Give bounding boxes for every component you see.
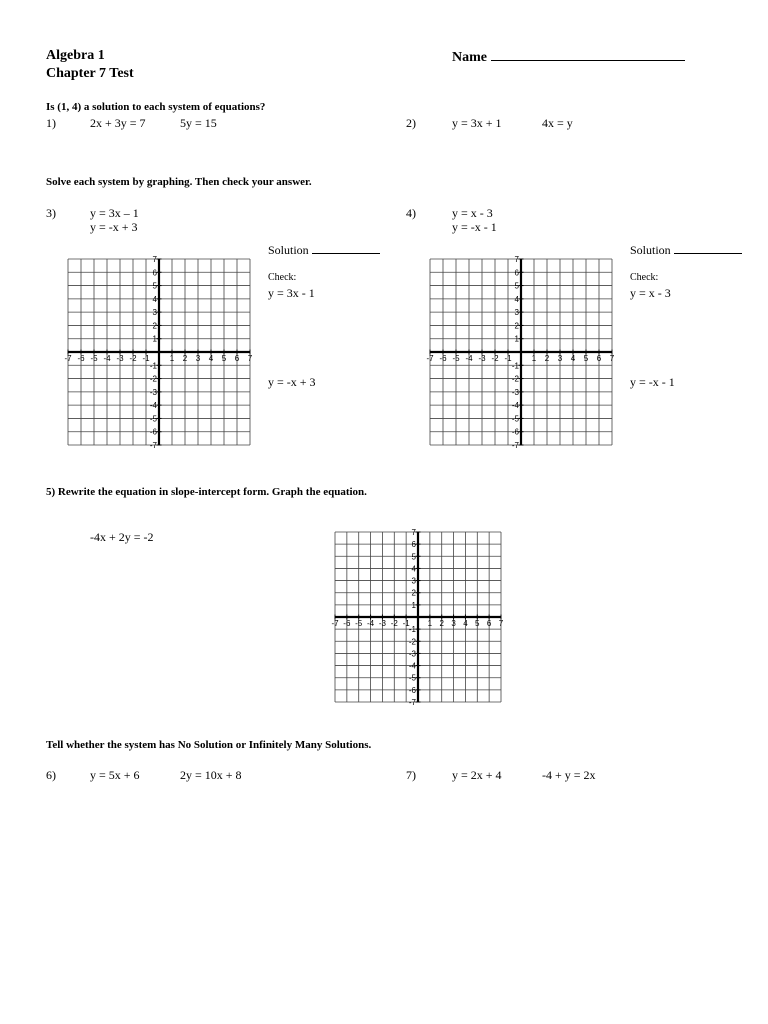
x-tick-label: 3 — [195, 354, 201, 363]
x-tick-label: -3 — [378, 619, 386, 628]
y-tick-label: 5 — [411, 552, 416, 562]
y-tick-label: 3 — [411, 576, 416, 586]
y-tick-label: 2 — [411, 588, 416, 598]
x-tick-label: 6 — [596, 354, 602, 363]
section1-instruction: Is (1, 4) a solution to each system of equations? — [46, 101, 266, 113]
y-tick-label: 6 — [514, 268, 519, 278]
x-tick-label: -6 — [439, 354, 447, 363]
x-tick-label: -1 — [142, 354, 150, 363]
solution-label: Solution — [268, 243, 309, 257]
x-tick-label: 6 — [486, 619, 492, 628]
y-tick-label: -3 — [511, 387, 519, 397]
y-tick-label: -7 — [408, 698, 416, 707]
problem-3-check-label: Check: — [268, 272, 297, 283]
problem-3-check2: y = -x + 3 — [268, 375, 316, 389]
x-tick-label: 2 — [439, 619, 444, 628]
y-tick-label: -3 — [149, 387, 157, 397]
problem-2-eq1: y = 3x + 1 — [452, 116, 502, 130]
x-tick-label: 7 — [247, 354, 253, 363]
y-tick-label: 1 — [411, 600, 416, 610]
problem-2-eq2: 4x = y — [542, 116, 573, 130]
problem-1-number: 1) — [46, 116, 56, 130]
problem-5-equation: -4x + 2y = -2 — [90, 530, 154, 544]
x-tick-label: -6 — [343, 619, 351, 628]
x-tick-label: -3 — [478, 354, 486, 363]
section3-instruction: 5) Rewrite the equation in slope-intercept form. Graph the equation. — [46, 486, 367, 498]
problem-3-number: 3) — [46, 206, 56, 220]
x-tick-label: -2 — [491, 354, 499, 363]
y-tick-label: 3 — [152, 308, 157, 318]
y-tick-label: 6 — [411, 540, 416, 550]
x-tick-label: -5 — [452, 354, 460, 363]
problem-3-eq1: y = 3x – 1 — [90, 206, 139, 220]
problem-4-number: 4) — [406, 206, 416, 220]
y-tick-label: -5 — [149, 414, 157, 424]
y-tick-label: -4 — [511, 401, 519, 411]
problem-3-eq2: y = -x + 3 — [90, 220, 138, 234]
course-title: Algebra 1 — [46, 48, 105, 63]
y-tick-label: -5 — [511, 414, 519, 424]
problem-6-number: 6) — [46, 768, 56, 782]
problem-6-eq2: 2y = 10x + 8 — [180, 768, 242, 782]
x-tick-label: 4 — [208, 354, 214, 363]
x-tick-label: -2 — [390, 619, 398, 628]
x-tick-label: -7 — [426, 354, 434, 363]
x-tick-label: 4 — [463, 619, 468, 628]
y-tick-label: -3 — [408, 649, 416, 659]
problem-7-eq1: y = 2x + 4 — [452, 768, 502, 782]
x-tick-label: -5 — [355, 619, 363, 628]
problem-4-check2: y = -x - 1 — [630, 375, 675, 389]
x-tick-label: -6 — [77, 354, 85, 363]
x-tick-label: 3 — [451, 619, 456, 628]
test-title: Chapter 7 Test — [46, 66, 134, 81]
y-tick-label: -4 — [408, 661, 416, 671]
problem-1-eq2: 5y = 15 — [180, 116, 217, 130]
x-tick-label: 7 — [609, 354, 615, 363]
problem-4-solution — [630, 243, 742, 258]
y-tick-label: -7 — [149, 441, 157, 450]
solution-blank — [312, 243, 380, 254]
section4-instruction: Tell whether the system has No Solution or Infinitely Many Solutions. — [46, 739, 372, 751]
problem-3-check1: y = 3x - 1 — [268, 286, 315, 300]
y-tick-label: -4 — [149, 401, 157, 411]
y-tick-label: -1 — [511, 361, 519, 371]
problem-4-check-label: Check: — [630, 272, 659, 283]
y-tick-label: -6 — [511, 427, 519, 437]
problem-4-eq2: y = -x - 1 — [452, 220, 497, 234]
coordinate-grid-5 — [331, 528, 504, 707]
y-tick-label: 6 — [152, 268, 157, 278]
x-tick-label: -5 — [90, 354, 98, 363]
y-tick-label: 4 — [411, 564, 416, 574]
problem-1-eq1: 2x + 3y = 7 — [90, 116, 146, 130]
y-tick-label: 7 — [411, 528, 416, 537]
section2-instruction: Solve each system by graphing. Then check your answer. — [46, 176, 312, 188]
y-tick-label: 4 — [514, 294, 519, 304]
x-tick-label: -3 — [116, 354, 124, 363]
problem-3-solution — [268, 243, 380, 258]
y-tick-label: -1 — [149, 361, 157, 371]
y-tick-label: 3 — [514, 308, 519, 318]
x-tick-label: 3 — [557, 354, 563, 363]
x-tick-label: 5 — [221, 354, 227, 363]
problem-4-eq1: y = x - 3 — [452, 206, 493, 220]
x-tick-label: 1 — [427, 619, 433, 628]
y-tick-label: 2 — [514, 321, 519, 331]
x-tick-label: 2 — [544, 354, 550, 363]
x-tick-label: -2 — [129, 354, 137, 363]
x-tick-label: 2 — [182, 354, 188, 363]
y-tick-label: -2 — [408, 637, 416, 647]
x-tick-label: 5 — [583, 354, 589, 363]
y-tick-label: 1 — [514, 334, 519, 344]
y-tick-label: -7 — [511, 441, 519, 450]
x-tick-label: -4 — [103, 354, 111, 363]
coordinate-grid-4 — [426, 255, 615, 450]
y-tick-label: 7 — [514, 255, 519, 264]
problem-7-number: 7) — [406, 768, 416, 782]
x-tick-label: 1 — [169, 354, 175, 363]
x-tick-label: 7 — [498, 619, 504, 628]
y-tick-label: 5 — [152, 281, 157, 291]
y-tick-label: -1 — [408, 625, 416, 635]
problem-6-eq1: y = 5x + 6 — [90, 768, 140, 782]
x-tick-label: 6 — [234, 354, 240, 363]
name-label: Name — [452, 50, 487, 65]
y-tick-label: 5 — [514, 281, 519, 291]
solution-blank — [674, 243, 742, 254]
problem-2-number: 2) — [406, 116, 416, 130]
coordinate-grid-3 — [64, 255, 253, 450]
y-tick-label: -2 — [511, 374, 519, 384]
x-tick-label: 5 — [475, 619, 480, 628]
x-tick-label: -1 — [402, 619, 410, 628]
y-tick-label: -6 — [408, 685, 416, 695]
problem-7-eq2: -4 + y = 2x — [542, 768, 596, 782]
y-tick-label: 1 — [152, 334, 157, 344]
y-tick-label: 7 — [152, 255, 157, 264]
x-tick-label: -4 — [465, 354, 473, 363]
name-blank — [491, 48, 685, 61]
problem-4-check1: y = x - 3 — [630, 286, 671, 300]
y-tick-label: -6 — [149, 427, 157, 437]
y-tick-label: -2 — [149, 374, 157, 384]
y-tick-label: -5 — [408, 673, 416, 683]
x-tick-label: -1 — [504, 354, 512, 363]
y-tick-label: 4 — [152, 294, 157, 304]
x-tick-label: -7 — [64, 354, 72, 363]
x-tick-label: 1 — [531, 354, 537, 363]
solution-label: Solution — [630, 243, 671, 257]
name-field — [452, 48, 685, 66]
x-tick-label: 4 — [570, 354, 576, 363]
x-tick-label: -7 — [331, 619, 339, 628]
y-tick-label: 2 — [152, 321, 157, 331]
x-tick-label: -4 — [367, 619, 375, 628]
